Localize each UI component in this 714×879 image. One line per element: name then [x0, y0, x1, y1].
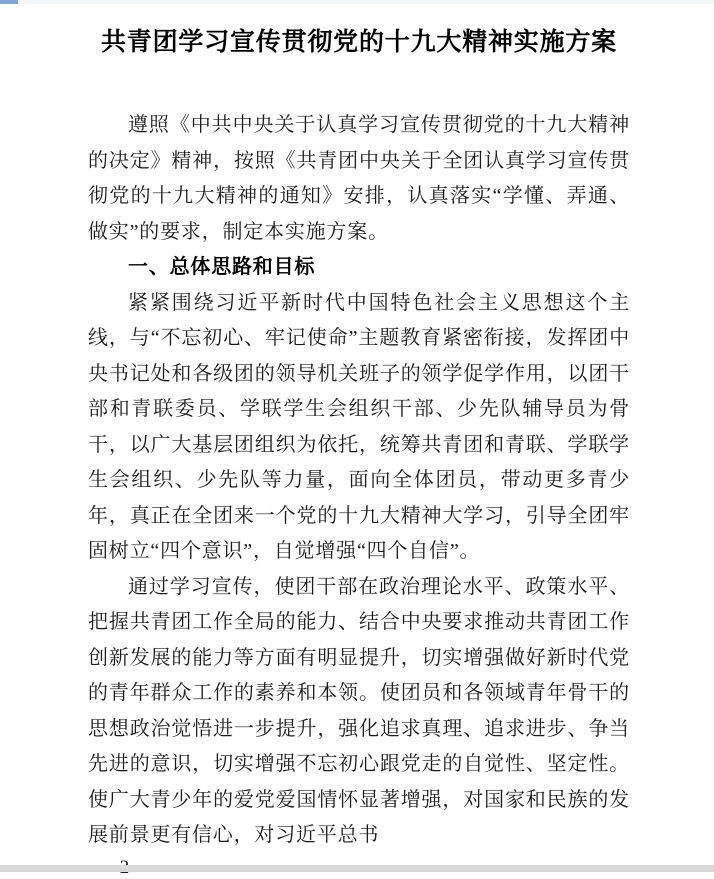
paragraph: 遵照《中共中央关于认真学习宣传贯彻党的十九大精神的决定》精神，按照《共青团中央关于全团认真学习宣传贯彻党的十九大精神的通知》安排，认真落实“学懂、弄通、做实”的要求，制定本实施方案。	[88, 114, 630, 243]
paragraph: 通过学习宣传，使团干部在政治理论水平、政策水平、把握共青团工作全局的能力、结合中央要求推动共青团工作创新发展的能力等方面有明显提升，切实增强做好新时代党的青年群众工作的素养和本领。使团员和各领域青年骨干的思想政治觉悟进一步提升，强化追求真理、追求进步、争当先进的意识，切实增强不忘初心跟党走的自觉性、坚定性。使广大青少年的爱党爱国情怀显著增强，对国家和民族的发展前景更有信心，对习近平总书	[88, 575, 630, 846]
accent-bar	[0, 0, 18, 4]
document-body	[88, 108, 630, 854]
paragraph: 紧紧围绕习近平新时代中国特色社会主义思想这个主线，与“不忘初心、牢记使命”主题教育紧密衔接，发挥团中央书记处和各级团的领导机关班子的领学促学作用，以团干部和青联委员、学联学生会组织干部、少先队辅导员为骨干，以广大基层团组织为依托，统筹共青团和青联、学联学生会组织、少先队等力量，面向全体团员，带动更多青少年，真正在全团来一个党的十九大精神大学习，引导全团牢固树立“四个意识”，自觉增强“四个自信”。	[88, 291, 630, 562]
section-heading: 一、总体思路和目标	[128, 256, 316, 278]
top-strip	[0, 0, 714, 4]
horizontal-scrollbar[interactable]	[0, 865, 714, 872]
page-title: 共青团学习宣传贯彻党的十九大精神实施方案	[100, 29, 617, 56]
